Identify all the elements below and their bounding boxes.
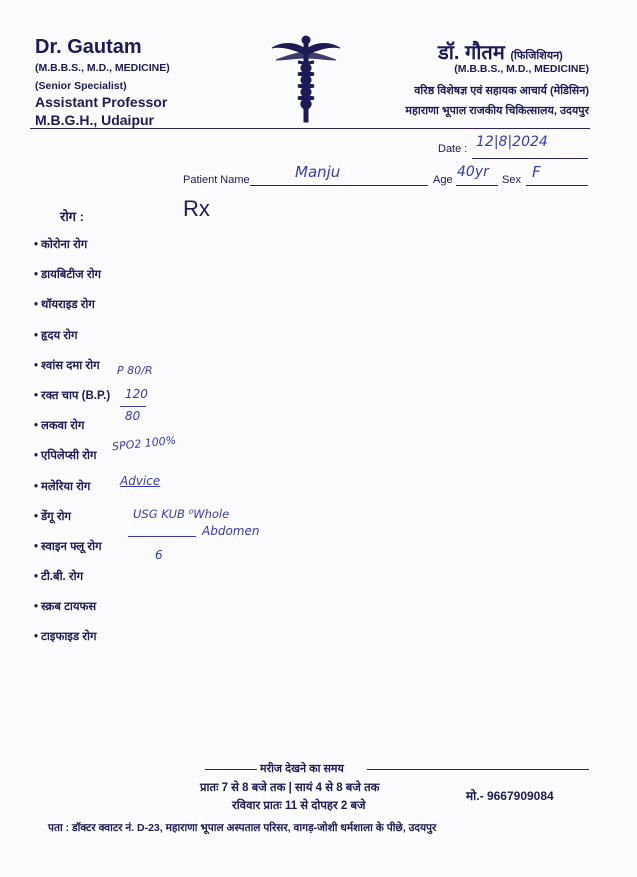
sex-label: Sex [502, 174, 521, 186]
note-pulse-resp: P 80/R [117, 364, 153, 377]
doctor-degrees-hi: (M.B.B.S., M.D., MEDICINE) [454, 63, 589, 75]
age-line [456, 185, 498, 186]
patient-name-line [250, 185, 428, 186]
disease-item: • एपिलेप्सी रोग [34, 448, 96, 463]
doctor-hospital-en: M.B.G.H., Udaipur [35, 112, 154, 128]
caduceus-icon [270, 34, 342, 126]
address: पता : डॉक्टर क्वाटर नं. D-23, महाराणा भूपाल अस्पताल परिसर, वागड़-जोशी धर्मशाला के पीछे, उदयपुर [48, 822, 437, 834]
disease-item: • डायबिटीज रोग [34, 267, 101, 282]
note-spo2: SPO2 100% [111, 433, 177, 454]
patient-name-value: Manju [295, 163, 341, 181]
disease-item: • मलेरिया रोग [34, 479, 90, 494]
rx-symbol: Rx [183, 196, 210, 221]
note-usg-underline [128, 536, 196, 537]
header-divider [30, 128, 590, 129]
note-advice: Advice [120, 474, 161, 488]
disease-item: • टाइफाइड रोग [34, 629, 96, 644]
date-value: 12|8|2024 [476, 134, 548, 150]
disease-item: • कोरोना रोग [34, 237, 87, 252]
doctor-degrees-en: (M.B.B.S., M.D., MEDICINE) [35, 62, 170, 74]
note-usg-line2: Abdomen [202, 524, 260, 538]
disease-item: • थॉयराइड रोग [34, 297, 95, 312]
timing-weekday: प्रातः 7 से 8 बजे तक | सायं 4 से 8 बजे तक [200, 782, 380, 794]
date-label: Date : [438, 143, 468, 155]
mobile-number: मो.- 9667909084 [466, 789, 554, 803]
doctor-title-en: Assistant Professor [35, 94, 168, 110]
note-bp-systolic: 120 [125, 387, 148, 401]
doctor-name-hi [438, 38, 563, 65]
age-label: Age [433, 174, 453, 186]
timing-title: मरीज देखने का समय [260, 763, 344, 775]
disease-item: • हृदय रोग [34, 328, 77, 343]
doctor-name-hi-text: डॉ. गौतम [438, 42, 505, 64]
sex-value: F [532, 163, 541, 181]
disease-item: • श्वांस दमा रोग [34, 358, 100, 373]
date-line [472, 158, 588, 159]
disease-heading: रोग : [60, 209, 84, 224]
doctor-name-en: Dr. Gautam [35, 36, 142, 58]
sex-line [526, 185, 588, 186]
note-usg-line1: USG KUB ⁰Whole [133, 507, 230, 521]
disease-item: • स्क्रब टायफस [34, 599, 96, 614]
doctor-specialty-en: (Senior Specialist) [35, 80, 127, 92]
footer-line-left [205, 769, 257, 770]
timing-sunday: रविवार प्रातः 11 से दोपहर 2 बजे [232, 800, 366, 812]
doctor-designation-hi: वरिष्ठ विशेषज्ञ एवं सहायक आचार्य (मेडिसिन) [414, 85, 589, 97]
doctor-role-hi: (फिजिशियन) [510, 50, 563, 62]
note-mark: 6 [155, 548, 163, 562]
footer-line-right [367, 769, 589, 770]
age-value: 40yr [457, 164, 489, 180]
disease-item: • डेंगू रोग [34, 509, 71, 524]
disease-item: • स्वाइन फ्लू रोग [34, 539, 102, 554]
note-bp-diastolic: 80 [125, 409, 141, 423]
note-bp-divider [120, 406, 146, 407]
patient-name-label: Patient Name [183, 174, 250, 186]
disease-item: • टी.बी. रोग [34, 569, 83, 584]
disease-item: • लकवा रोग [34, 418, 84, 433]
doctor-hospital-hi: महाराणा भूपाल राजकीय चिकित्सालय, उदयपुर [405, 105, 589, 117]
disease-item: • रक्त चाप (B.P.) [34, 388, 110, 403]
